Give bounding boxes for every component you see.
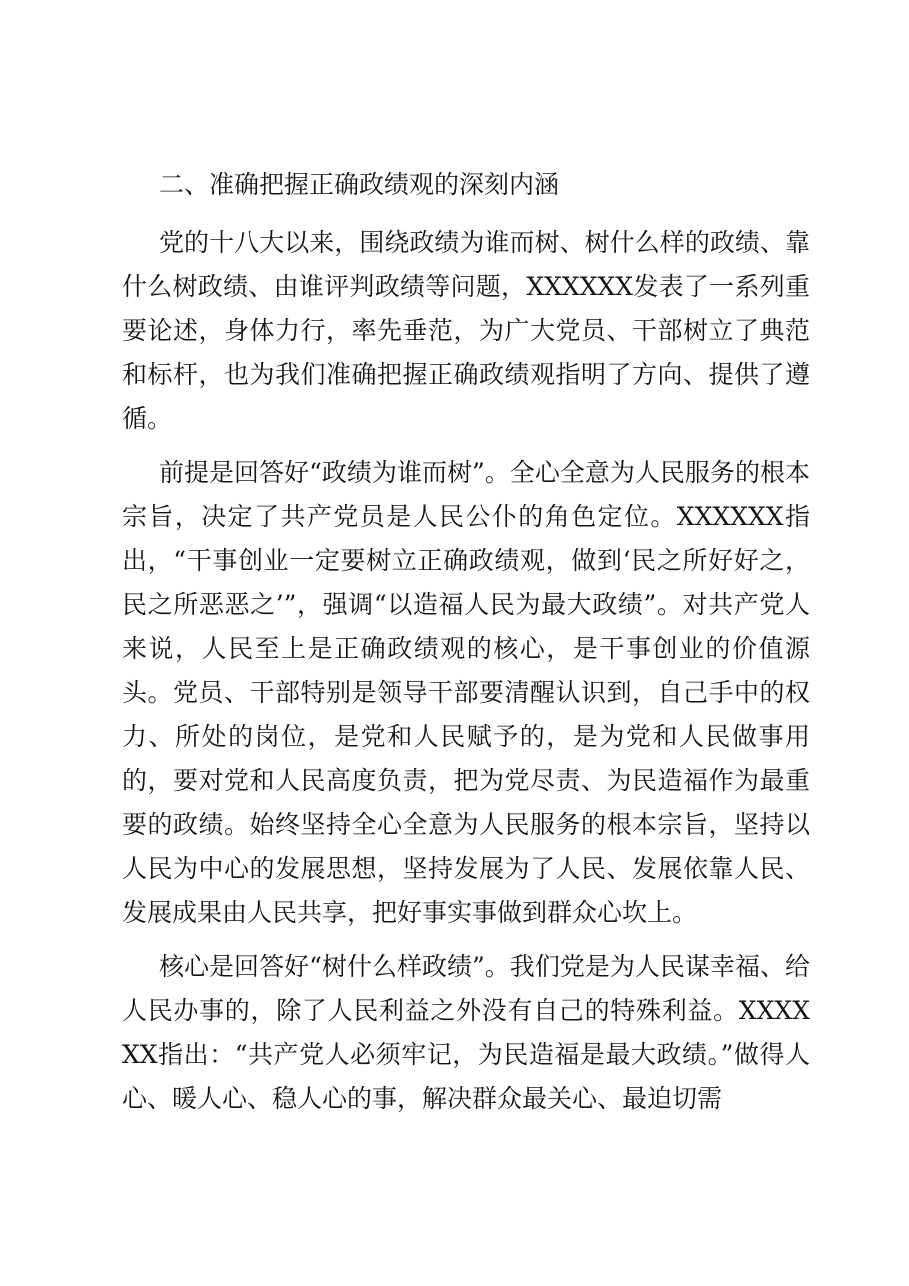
paragraph-core: 核心是回答好“树什么样政绩”。我们党是为人民谋幸福、给人民办事的，除了人民利益之外没有自己的特殊利益。XXXXXX指出：“共产党人必须牢记，为民造福是最大政绩。”做得人心、暖人心、稳人心的事，解决群众最关心、最迫切需 — [122, 952, 810, 1113]
section-heading: 二、准确把握正确政绩观的深刻内涵 — [159, 170, 560, 199]
paragraph-intro: 党的十八大以来，围绕政绩为谁而树、树什么样的政绩、靠什么树政绩、由谁评判政绩等问题，XXXXXX发表了一系列重要论述，身体力行，率先垂范，为广大党员、干部树立了典范和标杆，也为我们准确把握正确政绩观指明了方向、提供了遵循。 — [122, 228, 810, 433]
paragraph-premise: 前提是回答好“政绩为谁而树”。全心全意为人民服务的根本宗旨，决定了共产党员是人民公仆的角色定位。XXXXXX指出，“干事创业一定要树立正确政绩观，做到‘民之所好好之，民之所恶恶之’”，强调“以造福人民为最大政绩”。对共产党人来说，人民至上是正确政绩观的核心，是干事创业的价值源头。党员、干部特别是领导干部要清醒认识到，自己手中的权力、所处的岗位，是党和人民赋予的，是为党和人民做事用的，要对党和人民高度负责，把为党尽责、为民造福作为最重要的政绩。始终坚持全心全意为人民服务的根本宗旨，坚持以人民为中心的发展思想，坚持发展为了人民、发展依靠人民、发展成果由人民共享，把好事实事做到群众心坎上。 — [122, 458, 810, 927]
document-body — [122, 165, 810, 1131]
